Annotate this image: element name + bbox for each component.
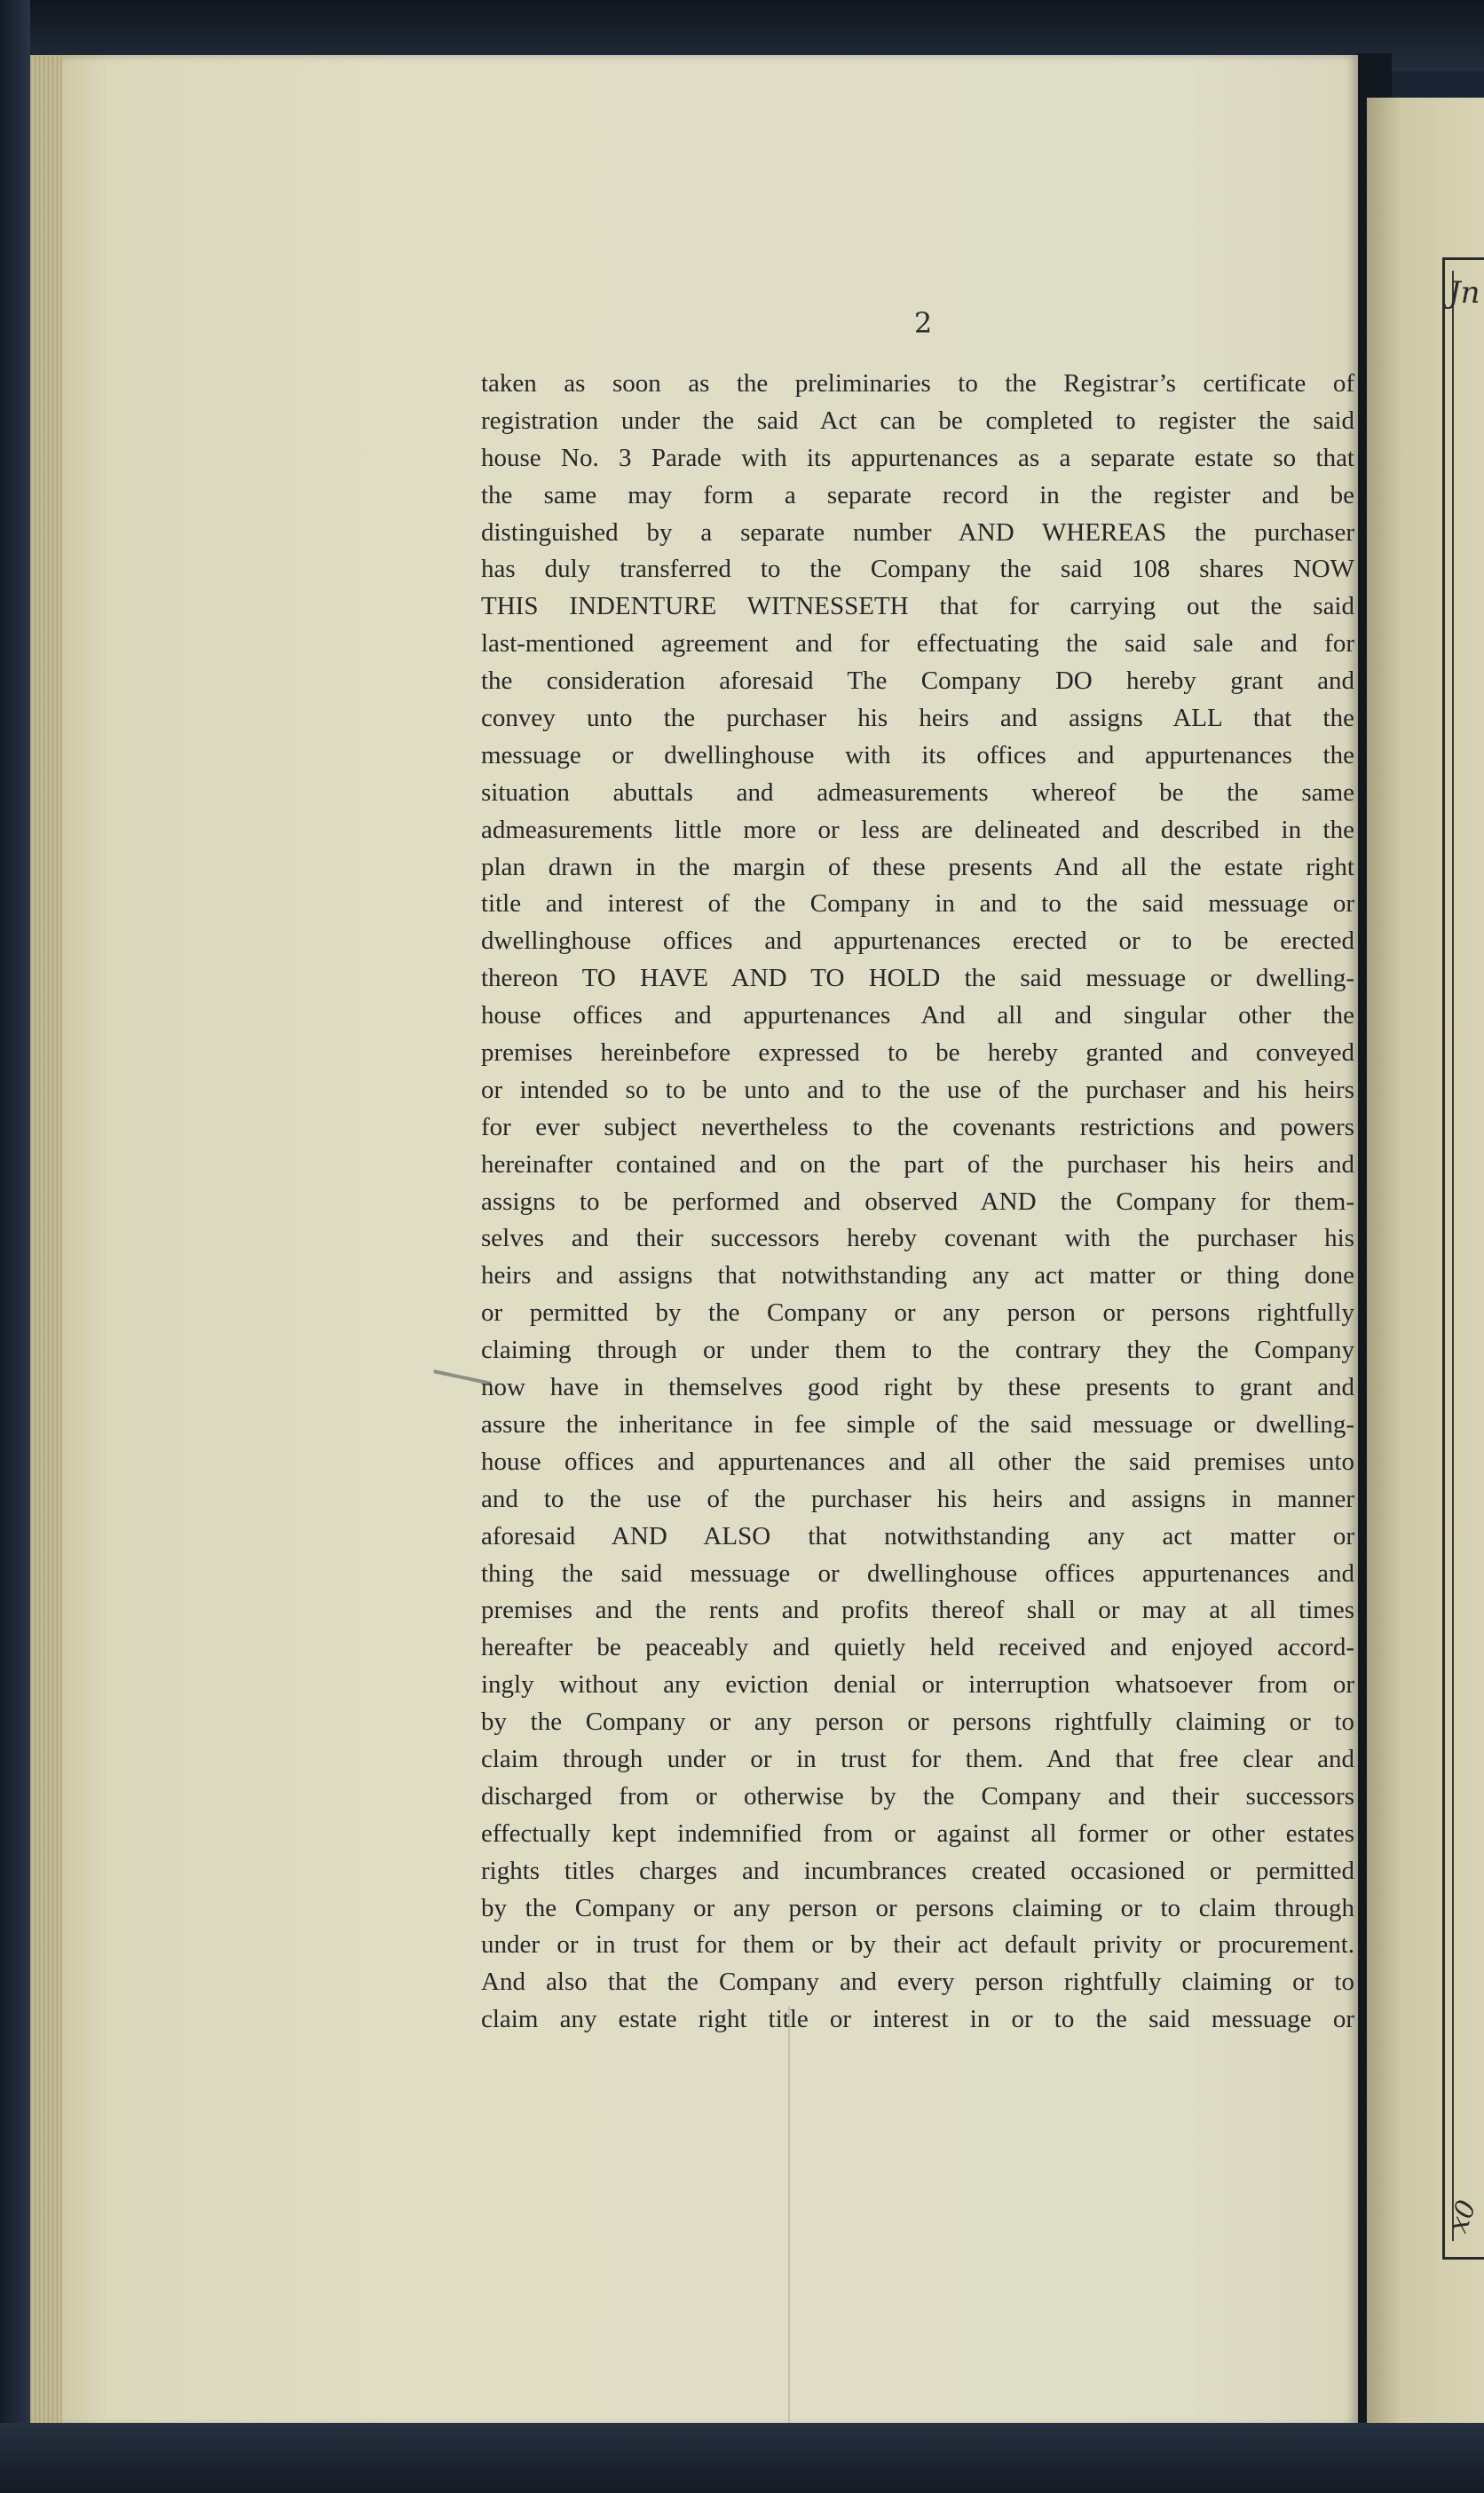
text-line: taken as soon as the preliminaries to the Registrar’s certificate of (481, 369, 1354, 398)
text-line: ingly without any eviction denial or interruption whatsoever from or (481, 1670, 1354, 1700)
text-line: hereafter be peaceably and quietly held received and enjoyed accord- (481, 1633, 1354, 1662)
text-line: by the Company or any person or persons claiming or to claim through (481, 1893, 1354, 1922)
text-line: has duly transferred to the Company the said 108 shares NOW (481, 555, 1354, 584)
text-line: registration under the said Act can be completed to register the said (481, 406, 1354, 435)
text-line: house No. 3 Parade with its appurtenances as a separate estate so that (481, 443, 1354, 472)
text-line: THIS INDENTURE WITNESSETH that for carrying out the said (481, 592, 1354, 621)
text-line: last-mentioned agreement and for effectuating the said sale and for (481, 629, 1354, 659)
text-line: the consideration aforesaid The Company DO hereby grant and (481, 667, 1354, 696)
text-line: claiming through or under them to the contrary they the Company (481, 1336, 1354, 1365)
adjacent-page-scribble: Jn (1448, 275, 1480, 311)
text-line: selves and their successors hereby covenant with the purchaser his (481, 1224, 1354, 1253)
text-line: convey unto the purchaser his heirs and assigns ALL that the (481, 704, 1354, 733)
text-line: premises and the rents and profits thereof shall or may at all times (481, 1596, 1354, 1625)
adjacent-page-mark: x0 (1442, 2196, 1483, 2237)
text-line: for ever subject nevertheless to the covenants restrictions and powers (481, 1112, 1354, 1141)
text-line: or intended so to be unto and to the use of the purchaser and his heirs (481, 1075, 1354, 1104)
text-line: plan drawn in the margin of these presents And all the estate right (481, 852, 1354, 881)
text-line: effectually kept indemnified from or against all former or other estates (481, 1818, 1354, 1848)
text-line: And also that the Company and every person rightfully claiming or to (481, 1968, 1354, 1997)
text-line: title and interest of the Company in and to the said messuage or (481, 889, 1354, 919)
text-line: and to the use of the purchaser his heirs and assigns in manner (481, 1484, 1354, 1513)
book-cover-left (0, 0, 30, 2493)
text-line: under or in trust for them or by their act default privity or procurement. (481, 1930, 1354, 1960)
text-line: claim any estate right title or interest in or to the said messuage or (481, 2005, 1354, 2034)
text-line: by the Company or any person or persons rightfully claiming or to (481, 1708, 1354, 1737)
text-line: hereinafter contained and on the part of the purchaser his heirs and (481, 1149, 1354, 1179)
text-line: assure the inheritance in fee simple of the said messuage or dwelling- (481, 1409, 1354, 1439)
text-line: rights titles charges and incumbrances created occasioned or permitted (481, 1856, 1354, 1885)
text-line: claim through under or in trust for them. And that free clear and (481, 1744, 1354, 1773)
page-stack-edge (30, 55, 62, 2426)
text-line: aforesaid AND ALSO that notwithstanding any act matter or (481, 1521, 1354, 1550)
text-line: thing the said messuage or dwellinghouse offices appurtenances and (481, 1558, 1354, 1588)
text-line: the same may form a separate record in the register and be (481, 480, 1354, 509)
text-line: situation abuttals and admeasurements whereof be the same (481, 777, 1354, 807)
text-line: dwellinghouse offices and appurtenances erected or to be erected (481, 927, 1354, 956)
page-number: 2 (913, 306, 933, 340)
text-line: thereon TO HAVE AND TO HOLD the said messuage or dwelling- (481, 964, 1354, 993)
text-line: distinguished by a separate number AND WHEREAS the purchaser (481, 517, 1354, 547)
text-line: discharged from or otherwise by the Company and their successors (481, 1781, 1354, 1811)
text-line: heirs and assigns that notwithstanding any act matter or thing done (481, 1261, 1354, 1290)
text-line: or permitted by the Company or any person or persons rightfully (481, 1298, 1354, 1328)
text-line: admeasurements little more or less are delineated and described in the (481, 815, 1354, 844)
text-line: now have in themselves good right by these presents to grant and (481, 1373, 1354, 1402)
text-line: house offices and appurtenances And all and singular other the (481, 1001, 1354, 1030)
text-line: premises hereinbefore expressed to be hereby granted and conveyed (481, 1038, 1354, 1068)
indenture-text (481, 366, 1354, 2039)
text-line: assigns to be performed and observed AND the Company for them- (481, 1187, 1354, 1216)
book-cover-bottom (0, 2423, 1484, 2493)
adjacent-page-frame-inner (1452, 271, 1484, 2241)
text-line: messuage or dwellinghouse with its offices and appurtenances the (481, 740, 1354, 769)
text-line: house offices and appurtenances and all other the said premises unto (481, 1447, 1354, 1476)
page-fold-line (788, 2006, 790, 2423)
